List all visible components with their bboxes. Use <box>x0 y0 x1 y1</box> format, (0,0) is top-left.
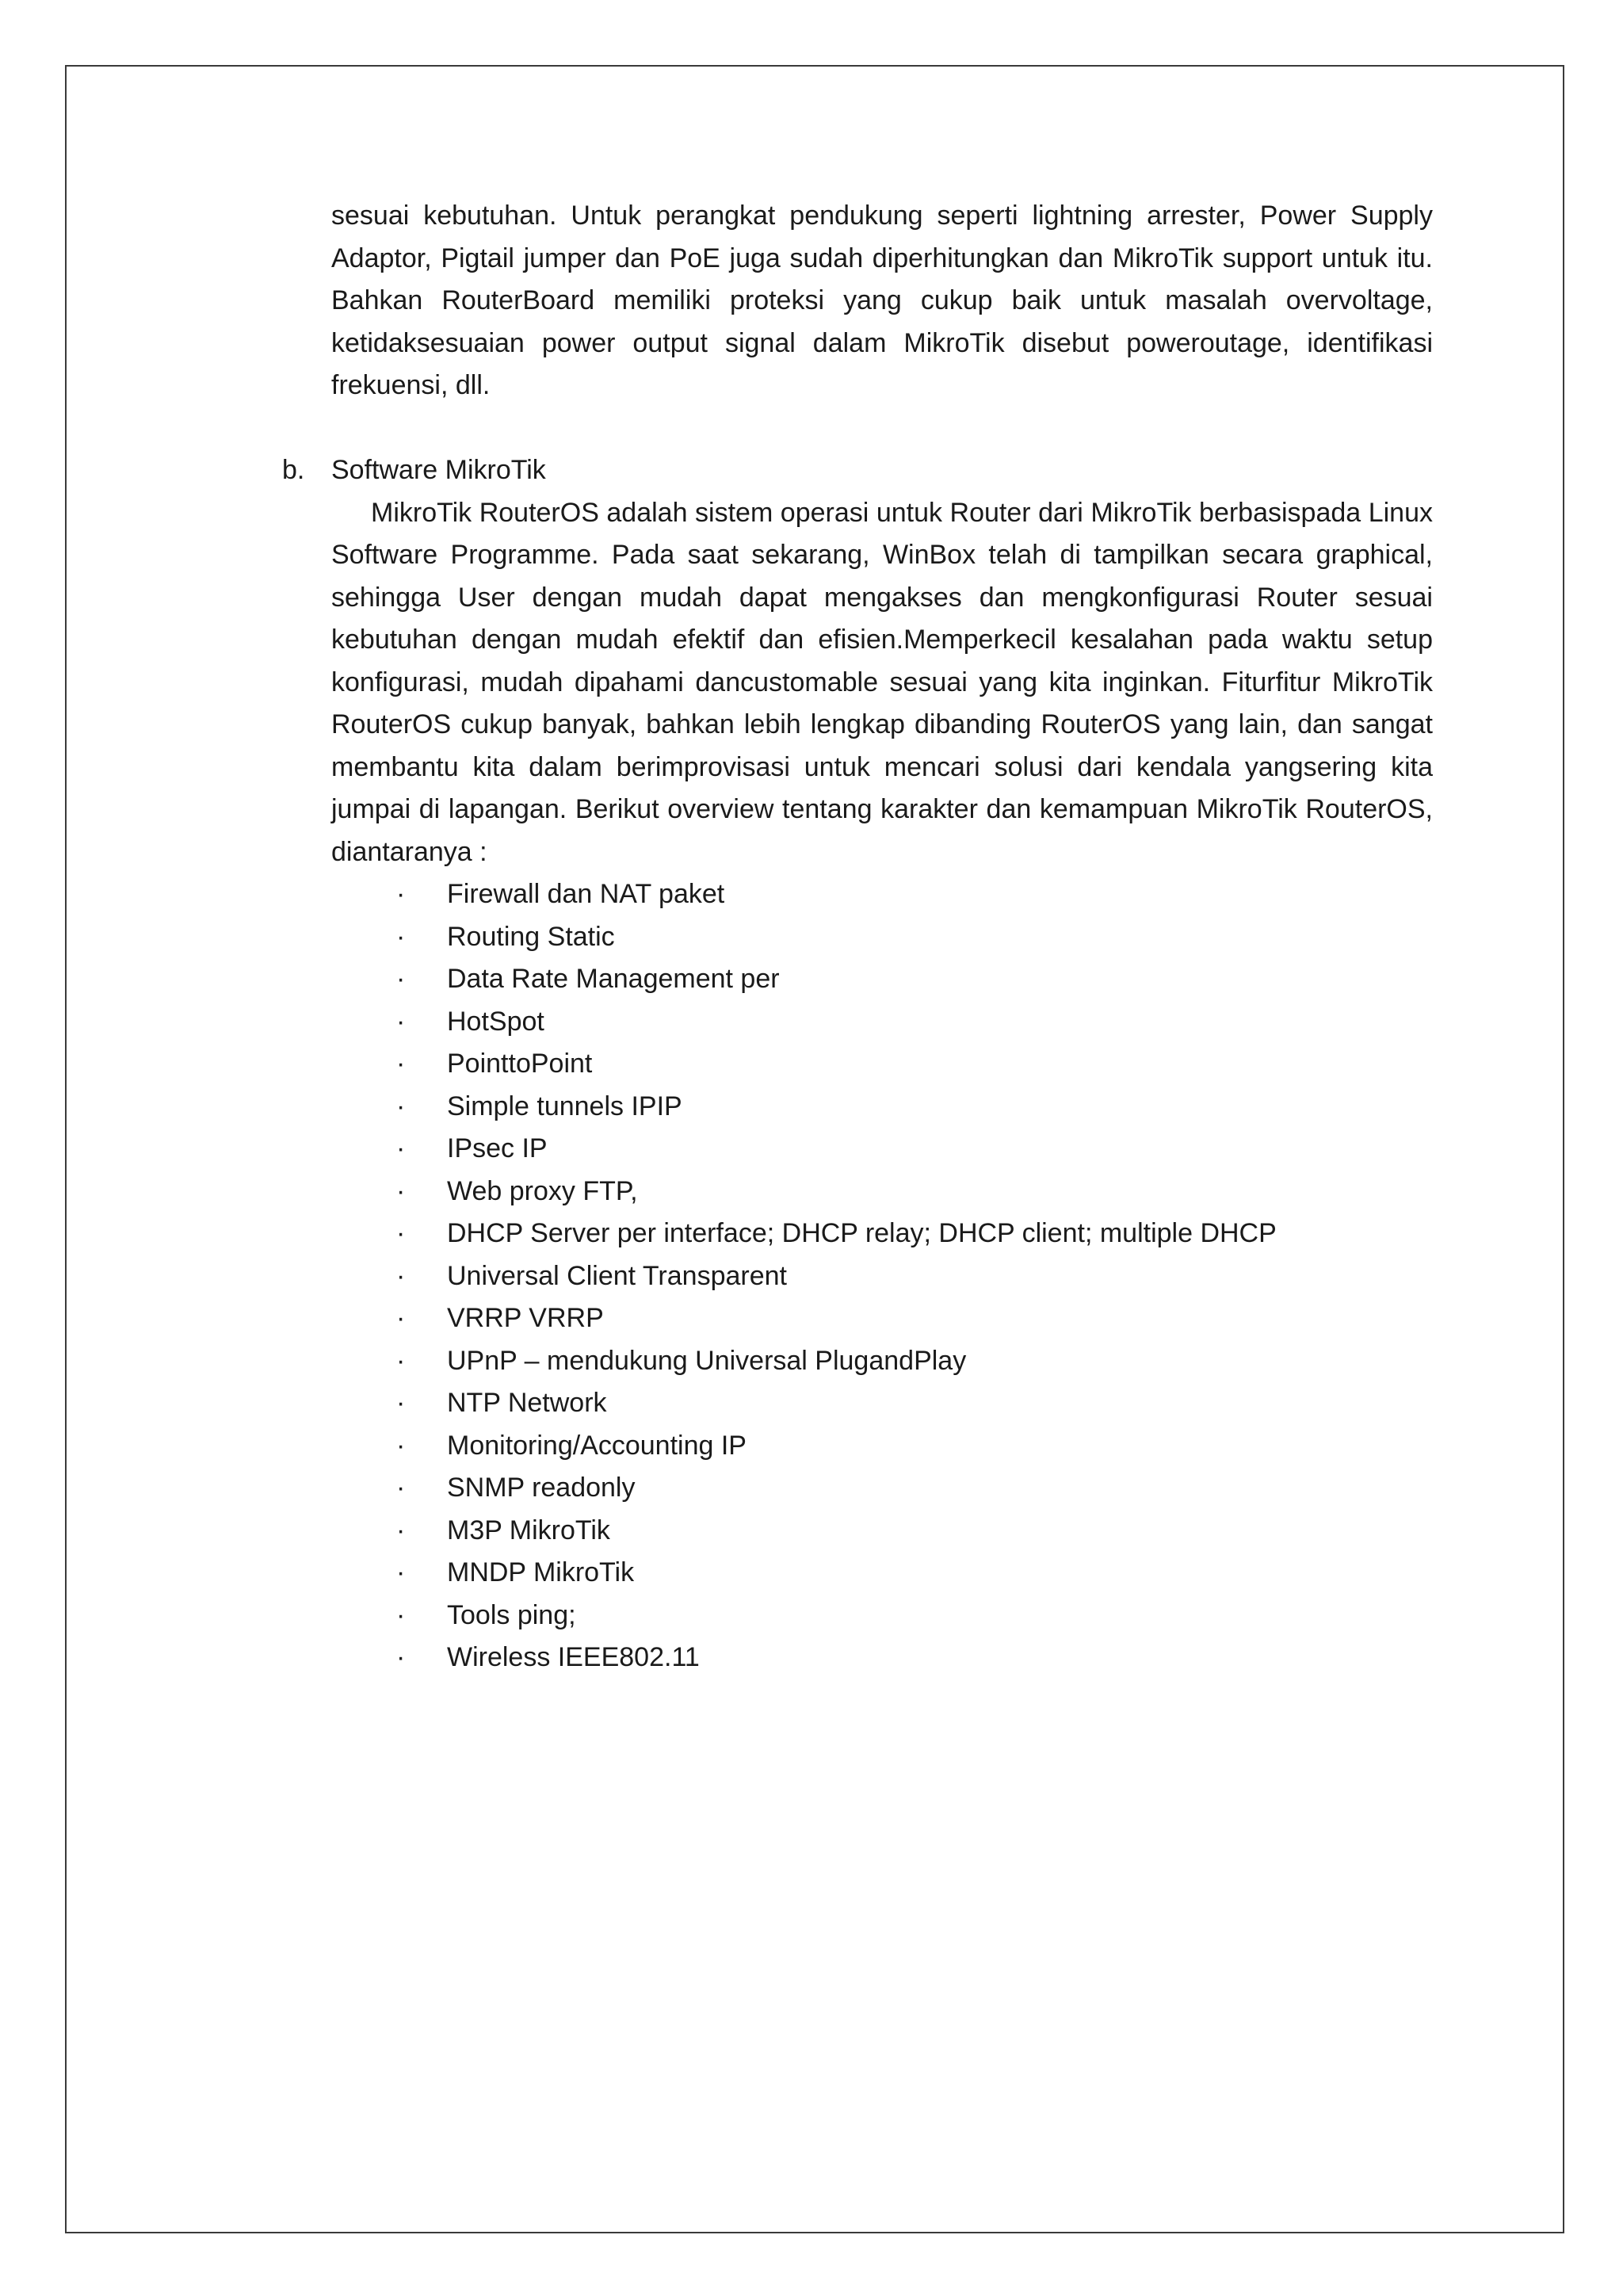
document-body <box>282 195 1433 1679</box>
bullet-icon: · <box>396 1260 406 1291</box>
feature-label: SNMP readonly <box>447 1473 636 1503</box>
feature-label: DHCP Server per interface; DHCP relay; DHCP client; multiple DHCP <box>447 1218 1277 1248</box>
feature-label: IPsec IP <box>447 1133 548 1163</box>
feature-list <box>331 873 1433 1679</box>
feature-label: Universal Client Transparent <box>447 1260 787 1291</box>
bullet-icon: · <box>396 1642 406 1672</box>
bullet-icon: · <box>396 1345 406 1376</box>
bullet-icon: · <box>396 1388 406 1418</box>
list-item <box>331 1128 1433 1171</box>
feature-label: VRRP VRRP <box>447 1303 604 1333</box>
bullet-icon: · <box>396 1218 406 1248</box>
feature-label: NTP Network <box>447 1388 607 1418</box>
feature-label: Wireless IEEE802.11 <box>447 1642 700 1672</box>
section-marker: b. <box>282 455 305 485</box>
feature-label: Firewall dan NAT paket <box>447 879 725 909</box>
section-paragraph: MikroTik RouterOS adalah sistem operasi untuk Router dari MikroTik berbasispada Linux Software Programme. Pada saat sekarang, WinBox telah di tampilkan secara graphical, sehingga User dengan mudah dapat mengakses dan mengkonfigurasi Router sesuai kebutuhan dengan mudah efektif dan efisien.Memperkecil kesalahan pada waktu setup konfigurasi, mudah dipahami dancustomable sesuai yang kita inginkan. Fiturfitur MikroTik RouterOS cukup banyak, bahkan lebih lengkap dibanding RouterOS yang lain, dan sangat membantu kita dalam berimprovisasi untuk mencari solusi dari kendala yangsering kita jumpai di lapangan. Berikut overview tentang karakter dan kemampuan MikroTik RouterOS, diantaranya : <box>331 497 1433 867</box>
feature-label: Monitoring/Accounting IP <box>447 1430 747 1461</box>
list-item <box>331 1340 1433 1383</box>
list-item <box>331 873 1433 916</box>
list-item <box>331 1297 1433 1340</box>
feature-label: Routing Static <box>447 921 615 952</box>
list-item <box>331 1467 1433 1510</box>
list-item <box>331 1382 1433 1425</box>
feature-label: Web proxy FTP, <box>447 1175 638 1206</box>
list-item <box>331 1001 1433 1044</box>
feature-label: Tools ping; <box>447 1599 576 1630</box>
list-item <box>331 958 1433 1001</box>
list-item <box>331 916 1433 959</box>
bullet-icon: · <box>396 1133 406 1163</box>
bullet-icon: · <box>396 1473 406 1503</box>
list-item <box>331 1213 1433 1255</box>
list-item <box>331 1637 1433 1679</box>
list-item <box>331 1595 1433 1637</box>
feature-label: Data Rate Management per <box>447 964 780 994</box>
bullet-icon: · <box>396 1557 406 1587</box>
bullet-icon: · <box>396 1515 406 1545</box>
intro-paragraph: sesuai kebutuhan. Untuk perangkat pendukung seperti lightning arrester, Power Supply Adaptor, Pigtail jumper dan PoE juga sudah diperhitungkan dan MikroTik support untuk itu. Bahkan RouterBoard memiliki proteksi yang cukup baik untuk masalah overvoltage, ketidaksesuaian power output signal dalam MikroTik disebut poweroutage, identifikasi frekuensi, dll. <box>331 201 1433 400</box>
bullet-icon: · <box>396 1175 406 1206</box>
bullet-icon: · <box>396 1049 406 1079</box>
feature-label: PointtoPoint <box>447 1049 593 1079</box>
bullet-icon: · <box>396 921 406 952</box>
list-item <box>331 1086 1433 1129</box>
section-title: Software MikroTik <box>331 455 546 485</box>
list-item <box>331 1043 1433 1086</box>
list-item <box>331 1510 1433 1553</box>
feature-label: MNDP MikroTik <box>447 1557 635 1587</box>
paragraph-spacer <box>331 407 1433 450</box>
section-heading <box>282 449 1433 492</box>
bullet-icon: · <box>396 1006 406 1037</box>
bullet-icon: · <box>396 879 406 909</box>
bullet-icon: · <box>396 1303 406 1333</box>
list-item <box>331 1425 1433 1468</box>
bullet-icon: · <box>396 1091 406 1121</box>
feature-label: HotSpot <box>447 1006 544 1037</box>
feature-label: M3P MikroTik <box>447 1515 610 1545</box>
feature-label: UPnP – mendukung Universal PlugandPlay <box>447 1345 967 1376</box>
list-item <box>331 1171 1433 1213</box>
list-item <box>331 1552 1433 1595</box>
feature-label: Simple tunnels IPIP <box>447 1091 682 1121</box>
bullet-icon: · <box>396 964 406 994</box>
bullet-icon: · <box>396 1430 406 1461</box>
bullet-icon: · <box>396 1599 406 1630</box>
list-item <box>331 1255 1433 1298</box>
